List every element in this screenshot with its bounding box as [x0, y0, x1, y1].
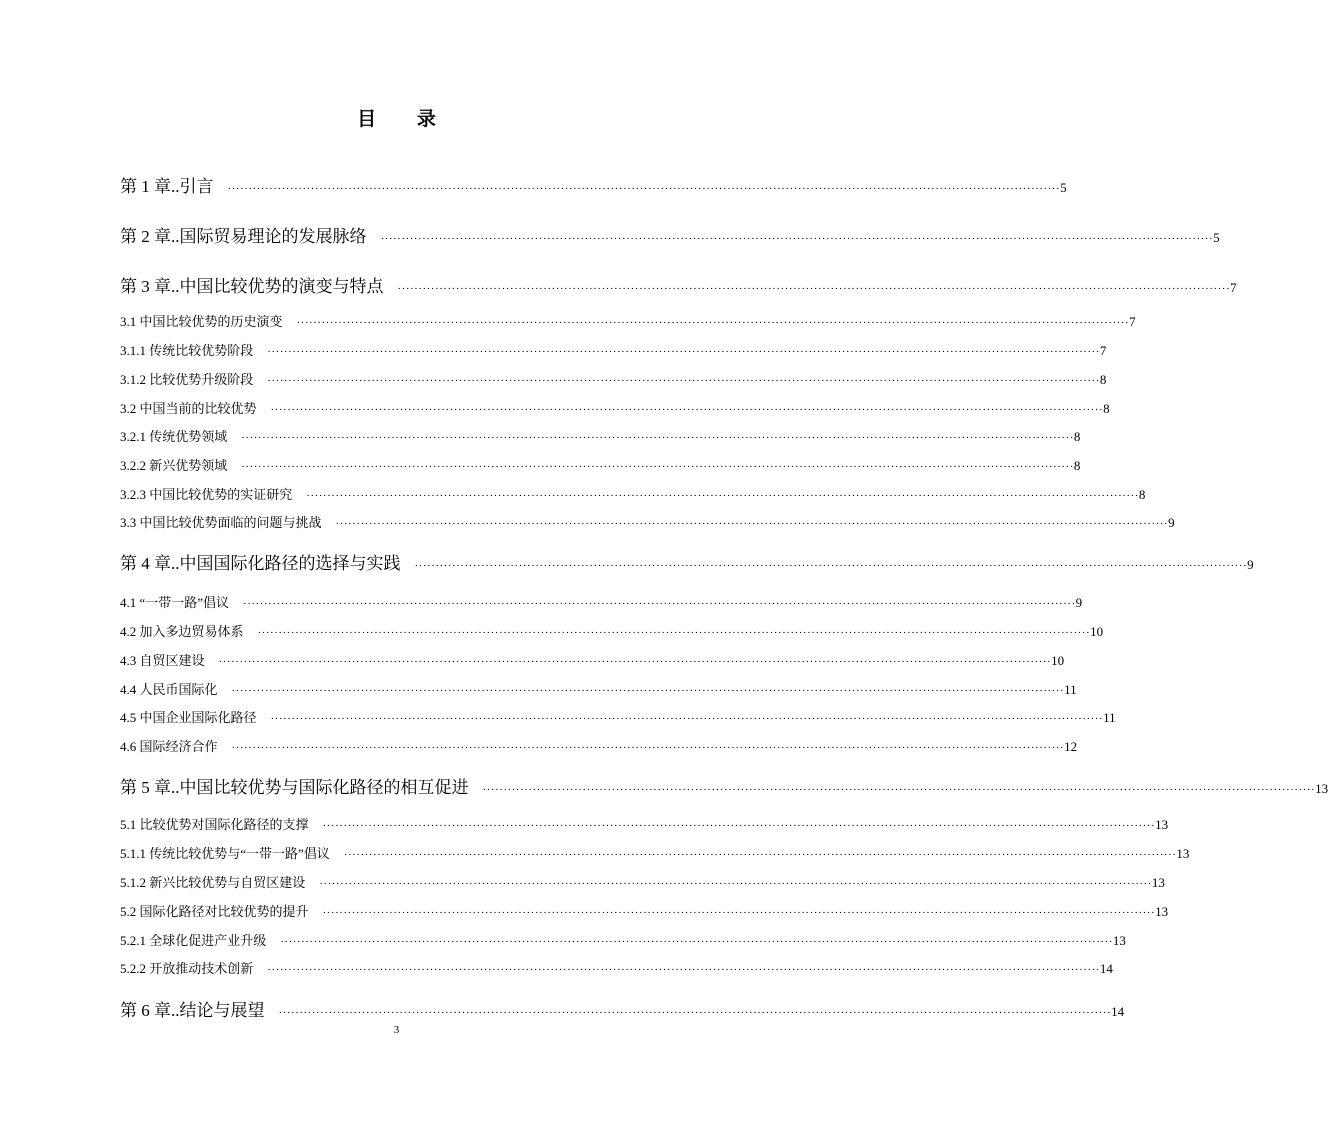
- toc-entry[interactable]: [120, 901, 1169, 920]
- toc-leader-dots: ········································································································································································································: [322, 907, 1156, 919]
- toc-entry[interactable]: [120, 996, 1125, 1021]
- toc-entry-page: 13: [1112, 933, 1126, 948]
- toc-entry-page: 7: [1230, 280, 1237, 295]
- toc-leader-dots: ········································································································································································································: [296, 317, 1130, 329]
- page-number: 3: [393, 1024, 400, 1036]
- toc-entry-page: 9: [1168, 515, 1175, 530]
- toc-entry-label: 4.2 加入多边贸易体系: [120, 624, 244, 639]
- toc-leader-dots: ········································································································································································································: [218, 656, 1052, 668]
- toc-leader-dots: ········································································································································································································: [267, 346, 1100, 358]
- toc-leader-dots: ········································································································································································································: [231, 742, 1065, 754]
- toc-entry-page: 8: [1103, 401, 1110, 416]
- toc-entry-label: 3.2.2 新兴优势领域: [120, 458, 228, 473]
- toc-entry[interactable]: [120, 512, 1175, 531]
- toc-entry-label: 3.2.3 中国比较优势的实证研究: [120, 487, 293, 502]
- toc-entry[interactable]: [120, 773, 1328, 798]
- toc-entry-label: 4.6 国际经济合作: [120, 739, 218, 754]
- toc-entry-page: 5: [1060, 180, 1067, 195]
- toc-leader-dots: ········································································································································································································: [482, 784, 1316, 796]
- toc-entry-page: 13: [1155, 817, 1169, 832]
- toc-entry[interactable]: [120, 930, 1126, 949]
- toc-entry[interactable]: [120, 679, 1077, 698]
- toc-entry-label: 第 4 章..中国国际化路径的选择与实践: [120, 554, 401, 573]
- toc-entry-label: 3.1.2 比较优势升级阶段: [120, 372, 254, 387]
- toc-leader-dots: ········································································································································································································: [241, 461, 1074, 473]
- toc-entry-label: 第 1 章..引言: [120, 177, 214, 196]
- toc-entry-page: 14: [1111, 1004, 1125, 1019]
- toc-entry[interactable]: [120, 958, 1113, 977]
- toc-entry[interactable]: [120, 369, 1107, 388]
- toc-leader-dots: ········································································································································································································: [397, 283, 1231, 295]
- toc-entry-label: 第 3 章..中国比较优势的演变与特点: [120, 277, 384, 296]
- toc-entry-page: 7: [1099, 343, 1107, 358]
- toc-entry[interactable]: [120, 340, 1107, 359]
- toc-entry-page: 12: [1064, 739, 1078, 754]
- toc-entry-label: 4.4 人民币国际化: [120, 682, 218, 697]
- toc-leader-dots: ········································································································································································································: [319, 878, 1152, 890]
- toc-leader-dots: ········································································································································································································: [306, 490, 1139, 502]
- toc-leader-dots: ········································································································································································································: [278, 1007, 1112, 1019]
- toc-entry[interactable]: [120, 650, 1065, 669]
- toc-entry-page: 8: [1073, 429, 1081, 444]
- toc-leader-dots: ········································································································································································································: [267, 375, 1100, 387]
- toc-entry-page: 11: [1103, 710, 1116, 725]
- toc-entry-label: 3.1.1 传统比较优势阶段: [120, 343, 254, 358]
- toc-leader-dots: ········································································································································································································: [270, 404, 1104, 416]
- toc-leader-dots: ········································································································································································································: [414, 560, 1248, 572]
- toc-entry-page: 11: [1064, 682, 1077, 697]
- toc-entry-label: 4.1 “一带一路”倡议: [120, 595, 230, 610]
- toc-entry-label: 4.3 自贸区建设: [120, 653, 205, 668]
- toc-entry-page: 9: [1075, 595, 1083, 610]
- toc-entry[interactable]: [120, 843, 1190, 862]
- toc-entry-page: 10: [1051, 653, 1065, 668]
- toc-leader-dots: ········································································································································································································: [227, 183, 1061, 195]
- toc-entry[interactable]: [120, 549, 1254, 574]
- toc-entry[interactable]: [120, 621, 1104, 640]
- toc-entry[interactable]: [120, 736, 1078, 755]
- toc-entry-label: 3.1 中国比较优势的历史演变: [120, 314, 283, 329]
- toc-leader-dots: ········································································································································································································: [241, 432, 1074, 444]
- toc-entry-label: 5.1.2 新兴比较优势与自贸区建设: [120, 875, 306, 890]
- toc-entry-label: 3.3 中国比较优势面临的问题与挑战: [120, 515, 322, 530]
- toc-entry-label: 第 5 章..中国比较优势与国际化路径的相互促进: [120, 778, 469, 797]
- toc-entry-page: 13: [1151, 875, 1165, 890]
- toc-entry-page: 8: [1099, 372, 1107, 387]
- toc-entry[interactable]: [120, 872, 1165, 891]
- toc-entry[interactable]: [120, 592, 1083, 611]
- toc-entry-page: 8: [1138, 487, 1146, 502]
- toc-entry-label: 3.2 中国当前的比较优势: [120, 401, 257, 416]
- toc-entry[interactable]: [120, 311, 1136, 330]
- toc-entry-label: 4.5 中国企业国际化路径: [120, 710, 257, 725]
- toc-leader-dots: ········································································································································································································: [335, 518, 1169, 530]
- toc-leader-dots: ········································································································································································································: [343, 849, 1177, 861]
- toc-leader-dots: ········································································································································································································: [280, 936, 1113, 948]
- toc-entry[interactable]: [120, 222, 1220, 247]
- toc-entry[interactable]: [120, 707, 1116, 726]
- toc-entry-page: 13: [1155, 904, 1169, 919]
- toc-leader-dots: ········································································································································································································: [243, 598, 1076, 610]
- toc-entry-page: 7: [1129, 314, 1136, 329]
- toc-leader-dots: ········································································································································································································: [267, 964, 1100, 976]
- toc-leader-dots: ········································································································································································································: [380, 233, 1214, 245]
- toc-leader-dots: ········································································································································································································: [257, 627, 1091, 639]
- toc-entry-label: 5.1 比较优势对国际化路径的支撑: [120, 817, 309, 832]
- toc-entry[interactable]: [120, 172, 1067, 197]
- toc-entry[interactable]: [120, 398, 1110, 417]
- toc-entry[interactable]: [120, 484, 1146, 503]
- toc-leader-dots: ········································································································································································································: [322, 820, 1156, 832]
- toc-entry-label: 5.2.1 全球化促进产业升级: [120, 933, 267, 948]
- toc-entry-page: 9: [1247, 557, 1254, 572]
- toc-entry[interactable]: [120, 272, 1237, 297]
- toc-entry[interactable]: [120, 814, 1169, 833]
- toc-entry-page: 5: [1213, 230, 1220, 245]
- toc-entry-label: 3.2.1 传统优势领域: [120, 429, 228, 444]
- toc-leader-dots: ········································································································································································································: [270, 713, 1104, 725]
- toc-entry-page: 13: [1176, 846, 1190, 861]
- toc-entry-page: 8: [1073, 458, 1081, 473]
- toc-entry[interactable]: [120, 455, 1081, 474]
- toc-entry-label: 第 2 章..国际贸易理论的发展脉络: [120, 227, 367, 246]
- toc-entry-label: 5.1.1 传统比较优势与“一带一路”倡议: [120, 846, 330, 861]
- toc-entry-page: 13: [1315, 781, 1328, 796]
- toc-entry-label: 5.2 国际化路径对比较优势的提升: [120, 904, 309, 919]
- toc-entry-label: 第 6 章..结论与展望: [120, 1001, 265, 1020]
- toc-entry-page: 14: [1099, 961, 1113, 976]
- toc-entry-label: 5.2.2 开放推动技术创新: [120, 961, 254, 976]
- toc-entry[interactable]: [120, 426, 1081, 445]
- toc-leader-dots: ········································································································································································································: [231, 685, 1065, 697]
- toc-title: 目 录: [357, 109, 454, 130]
- toc-entry-page: 10: [1090, 624, 1104, 639]
